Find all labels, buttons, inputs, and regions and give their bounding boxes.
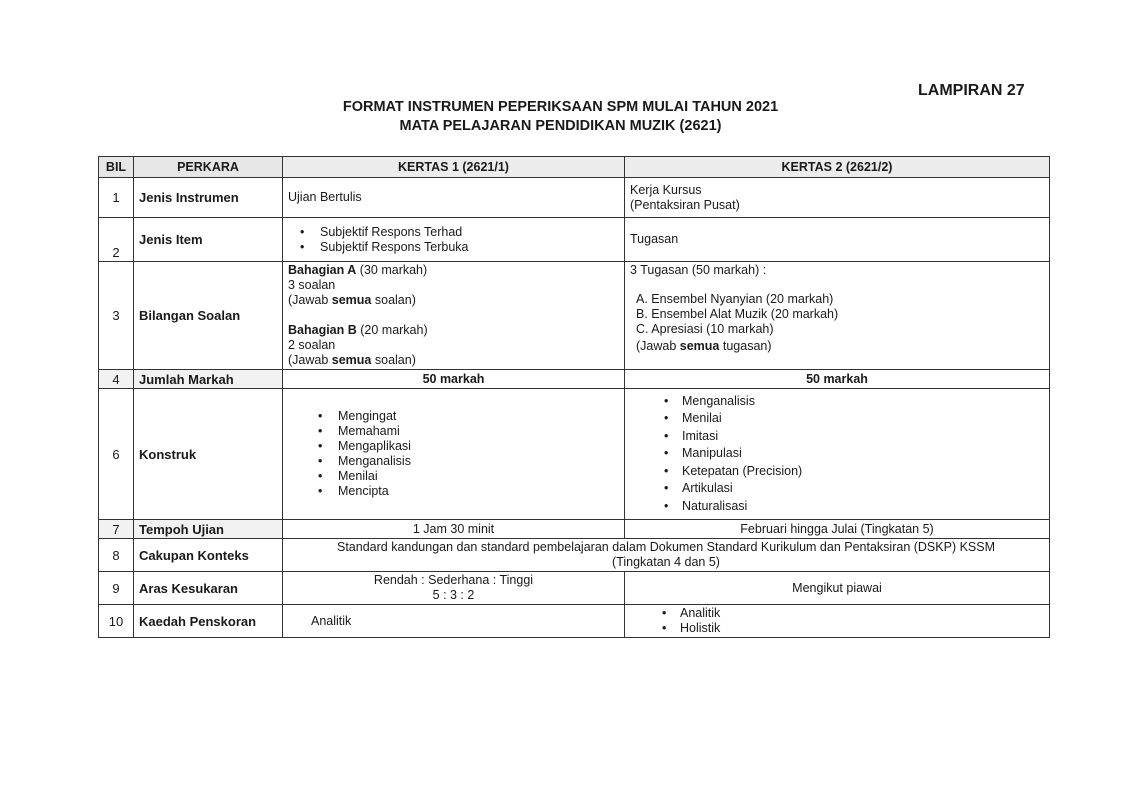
cell-text: Standard kandungan dan standard pembelajaran dalam Dokumen Standard Kurikulum dan Pentaksiran (DSKP) KSSM [336, 540, 996, 554]
cell-text: semua [331, 353, 372, 367]
list-item: • Mengaplikasi [310, 439, 619, 454]
row-number: 4 [99, 370, 134, 389]
list-item: • Menilai [310, 469, 619, 484]
list-item: • Memahami [310, 424, 619, 439]
table-row [99, 262, 1050, 370]
section-marks: (20 markah) [356, 323, 428, 337]
row-item: Konstruk [134, 389, 283, 520]
cell-text: 3 Tugasan (50 markah) : [630, 263, 767, 277]
task-item: B. Ensembel Alat Muzik (20 markah) [636, 307, 839, 321]
list-item: • Mencipta [310, 484, 619, 499]
row-number: 3 [99, 262, 134, 370]
list-item: • Analitik [654, 606, 1044, 621]
row-number: 7 [99, 520, 134, 539]
table-row [99, 572, 1050, 605]
appendix-label: LAMPIRAN 27 [918, 82, 1025, 99]
list-item: • Artikulasi [656, 480, 1044, 498]
document-subtitle: MATA PELAJARAN PENDIDIKAN MUZIK (2621) [399, 118, 722, 134]
list-item: • Subjektif Respons Terbuka [292, 240, 619, 255]
row-item: Cakupan Konteks [134, 539, 283, 572]
row-item: Jenis Instrumen [134, 178, 283, 218]
kertas-2-cell: Mengikut piawai [625, 572, 1050, 605]
table-header-row [99, 157, 1050, 178]
cell-text: (Jawab [636, 339, 680, 353]
question-count: 3 soalan [288, 278, 336, 292]
row-number: 10 [99, 605, 134, 638]
section-label: Bahagian B [288, 323, 357, 337]
header-kertas-1: KERTAS 1 (2621/1) [283, 157, 625, 178]
header-kertas-2: KERTAS 2 (2621/2) [625, 157, 1050, 178]
row-item: Jenis Item [134, 218, 283, 262]
cell-text: 5 : 3 : 2 [432, 588, 475, 602]
cell-text: (Jawab [288, 353, 332, 367]
row-item: Aras Kesukaran [134, 572, 283, 605]
cell-text: semua [679, 339, 720, 353]
list-item: • Subjektif Respons Terhad [292, 225, 619, 240]
cell-text: soalan) [371, 353, 416, 367]
kertas-1-cell: 50 markah [283, 370, 625, 389]
section-marks: (30 markah) [356, 263, 428, 277]
task-item: C. Apresiasi (10 markah) [636, 322, 774, 336]
table-row [99, 605, 1050, 638]
cell-text: (Pentaksiran Pusat) [630, 197, 740, 212]
row-number: 2 [99, 218, 134, 262]
table-row [99, 370, 1050, 389]
list-item: • Ketepatan (Precision) [656, 463, 1044, 481]
exam-format-table [98, 156, 1050, 638]
document-title: FORMAT INSTRUMEN PEPERIKSAAN SPM MULAI TAHUN 2021 [342, 99, 779, 115]
list-item: • Naturalisasi [656, 498, 1044, 516]
row-number: 6 [99, 389, 134, 520]
row-number: 8 [99, 539, 134, 572]
list-item: • Mengingat [310, 409, 619, 424]
cell-text: Ujian Bertulis [288, 190, 362, 204]
row-number: 1 [99, 178, 134, 218]
table-row [99, 178, 1050, 218]
kertas-1-cell [283, 572, 625, 605]
header-bil: BIL [99, 157, 134, 178]
cell-text: semua [331, 293, 372, 307]
row-item: Kaedah Penskoran [134, 605, 283, 638]
task-item: A. Ensembel Nyanyian (20 markah) [636, 292, 834, 306]
kertas-2-cell: Februari hingga Julai (Tingkatan 5) [625, 520, 1050, 539]
cell-text: (Jawab [288, 293, 332, 307]
merged-cell [283, 539, 1050, 572]
kertas-1-cell [283, 218, 625, 262]
list-item: • Menilai [656, 410, 1044, 428]
kertas-2-cell: 50 markah [625, 370, 1050, 389]
cell-text: Rendah : Sederhana : Tinggi [373, 573, 534, 587]
header-perkara: PERKARA [134, 157, 283, 178]
cell-text: (Tingkatan 4 dan 5) [612, 555, 720, 569]
row-item: Jumlah Markah [134, 370, 283, 389]
kertas-2-cell [625, 178, 1050, 218]
list-item: • Menganalisis [656, 393, 1044, 411]
kertas-2-cell [625, 605, 1050, 638]
table-row [99, 520, 1050, 539]
list-item: • Imitasi [656, 428, 1044, 446]
question-count: 2 soalan [288, 338, 336, 352]
kertas-1-cell: Analitik [283, 605, 625, 638]
cell-text: tugasan) [719, 339, 772, 353]
cell-text: soalan) [371, 293, 416, 307]
list-item: • Menganalisis [310, 454, 619, 469]
cell-text: Kerja Kursus [630, 182, 702, 197]
table-row [99, 218, 1050, 262]
table-row [99, 389, 1050, 520]
section-label: Bahagian A [288, 263, 357, 277]
table-row [99, 539, 1050, 572]
kertas-1-cell [283, 389, 625, 520]
kertas-2-cell [625, 262, 1050, 370]
kertas-2-cell [625, 389, 1050, 520]
row-item: Bilangan Soalan [134, 262, 283, 370]
kertas-1-cell [283, 262, 625, 370]
kertas-2-cell: Tugasan [625, 218, 1050, 262]
kertas-1-cell: 1 Jam 30 minit [283, 520, 625, 539]
list-item: • Manipulasi [656, 445, 1044, 463]
list-item: • Holistik [654, 621, 1044, 636]
row-item: Tempoh Ujian [134, 520, 283, 539]
kertas-1-cell [283, 178, 625, 218]
row-number: 9 [99, 572, 134, 605]
